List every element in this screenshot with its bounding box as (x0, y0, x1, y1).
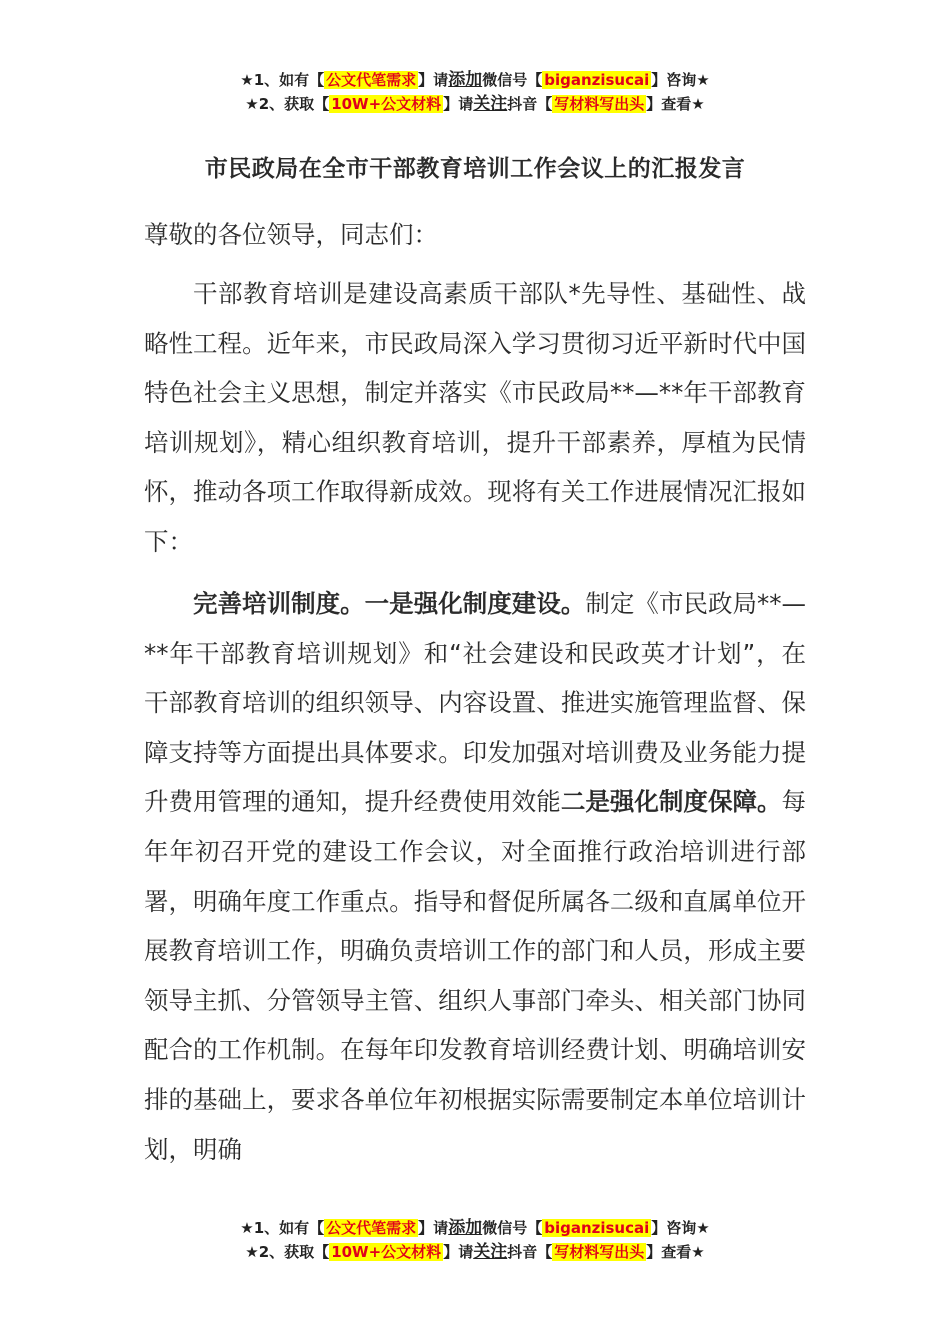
banner-text: 】咨询★ (651, 71, 710, 89)
banner-line-2 (0, 92, 950, 116)
point-text: 每年年初召开党的建设工作会议，对全面推行政治培训进行部署，明确年度工作重点。指导和督促所属各二级和直属单位开展教育培训工作，明确负责培训工作的部门和人员，形成主要领导主抓、分管领导主管、组织人事部门牵头、相关部门协同配合的工作机制。在每年印发教育培训经费计划、明确培训安排的基础上，要求各单位年初根据实际需要制定本单位培训计划，明确 (144, 787, 807, 1164)
banner-emphasis: 关注 (473, 94, 508, 114)
intro-text: 干部教育培训是建设高素质干部队*先导性、基础性、战略性工程。近年来，市民政局深入学习贯彻习近平新时代中国特色社会主义思想，制定并落实《市民政局**—**年干部教育培训规划》，精心组织教育培训，提升干部素养，厚植为民情怀，推动各项工作取得新成效。现将有关工作进展情况汇报如下： (144, 279, 806, 556)
section-heading: 完善培训制度。 (193, 589, 365, 618)
banner-highlight: 写材料写出头 (554, 95, 645, 113)
banner-text: 】请 (418, 71, 449, 89)
banner-text: ★2、获取【 (245, 95, 330, 113)
banner-text: 微信号【 (482, 1219, 543, 1237)
banner-emphasis: 添加 (448, 1218, 483, 1238)
intro-paragraph (144, 269, 806, 567)
banner-text: ★1、如有【 (240, 1219, 325, 1237)
banner-emphasis: 添加 (448, 70, 483, 90)
banner-text: 微信号【 (482, 71, 543, 89)
point-text: 制定《市民政局**—**年干部教育培训规划》和“社会建设和民政英才计划”，在干部教育培训的组织领导、内容设置、推进实施管理监督、保障支持等方面提出具体要求。印发加强对培训费及业务能力提升费用管理的通知，提升经费使用效能 (144, 589, 807, 817)
banner-text: 抖音【 (507, 1243, 553, 1261)
bottom-ad-banner (0, 1216, 950, 1264)
document-title: 市民政局在全市干部教育培训工作会议上的汇报发言 (204, 156, 746, 182)
banner-line-1 (0, 1216, 950, 1240)
greeting: 尊敬的各位领导，同志们： (144, 220, 438, 249)
banner-text: ★2、获取【 (245, 1243, 330, 1261)
point-title: 二是强化制度保障。 (560, 787, 782, 817)
banner-text: 】请 (443, 1243, 474, 1261)
banner-text: ★1、如有【 (240, 71, 325, 89)
banner-highlight: 10W+公文材料 (331, 1243, 442, 1261)
banner-text: 】咨询★ (651, 1219, 710, 1237)
banner-highlight: 写材料写出头 (554, 1243, 645, 1261)
banner-line-2 (0, 1240, 950, 1264)
banner-emphasis: 关注 (473, 1242, 508, 1262)
section-paragraph (144, 579, 806, 1174)
banner-line-1 (0, 68, 950, 92)
banner-highlight: biganzisucai (544, 1219, 650, 1237)
banner-text: 】请 (443, 95, 474, 113)
banner-highlight: 10W+公文材料 (331, 95, 442, 113)
top-ad-banner (0, 68, 950, 116)
banner-highlight: biganzisucai (544, 71, 650, 89)
banner-highlight: 公文代笔需求 (326, 71, 417, 89)
banner-text: 】查看★ (646, 95, 705, 113)
banner-text: 】查看★ (646, 1243, 705, 1261)
banner-highlight: 公文代笔需求 (326, 1219, 417, 1237)
banner-text: 】请 (418, 1219, 449, 1237)
banner-text: 抖音【 (507, 95, 553, 113)
point-title: 一是强化制度建设。 (364, 589, 586, 618)
